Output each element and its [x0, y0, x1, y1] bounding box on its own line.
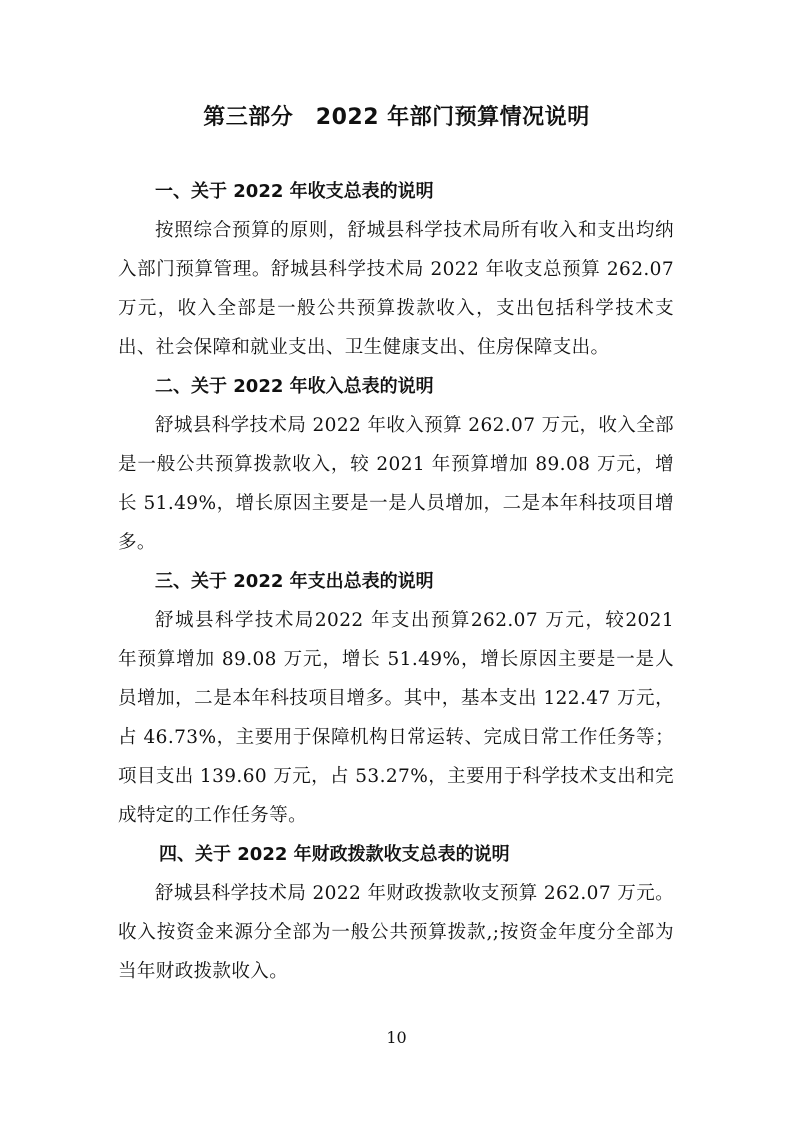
section-paragraph-4: 舒城县科学技术局 2022 年财政拨款收支预算 262.07 万元。收入按资金来源分全部为一般公共预算拨款,;按资金年度分全部为当年财政拨款收入。	[118, 883, 674, 982]
section-heading-1: 一、关于 2022 年收支总表的说明	[155, 181, 434, 202]
page-title: 第三部分 2022 年部门预算情况说明	[203, 105, 590, 130]
section-heading-4: 四、关于 2022 年财政拨款收支总表的说明	[159, 844, 510, 865]
section-heading-3: 三、关于 2022 年支出总表的说明	[155, 571, 434, 592]
section-paragraph-2: 舒城县科学技术局 2022 年收入预算 262.07 万元，收入全部是一般公共预算拨款收入，较 2021 年预算增加 89.08 万元，增长 51.49%，增长原因主要是一是人员增加，二是本年科技项目增多。	[118, 415, 674, 553]
section-heading-2: 二、关于 2022 年收入总表的说明	[155, 376, 434, 397]
page-number: 10	[386, 1028, 407, 1047]
section-paragraph-1: 按照综合预算的原则，舒城县科学技术局所有收入和支出均纳入部门预算管理。舒城县科学技术局 2022 年收支总预算 262.07 万元，收入全部是一般公共预算拨款收入，支出包括科学技术支出、社会保障和就业支出、卫生健康支出、住房保障支出。	[118, 220, 674, 358]
section-paragraph-3: 舒城县科学技术局2022 年支出预算262.07 万元，较2021 年预算增加 89.08 万元，增长 51.49%，增长原因主要是一是人员增加，二是本年科技项目增多。其中，基本支出 122.47 万元，占 46.73%，主要用于保障机构日常运转、完成日常工作任务等；项目支出 139.60 万元，占 53.27%，主要用于科学技术支出和完成特定的工作任务等。	[118, 610, 674, 826]
document-body	[118, 172, 674, 991]
